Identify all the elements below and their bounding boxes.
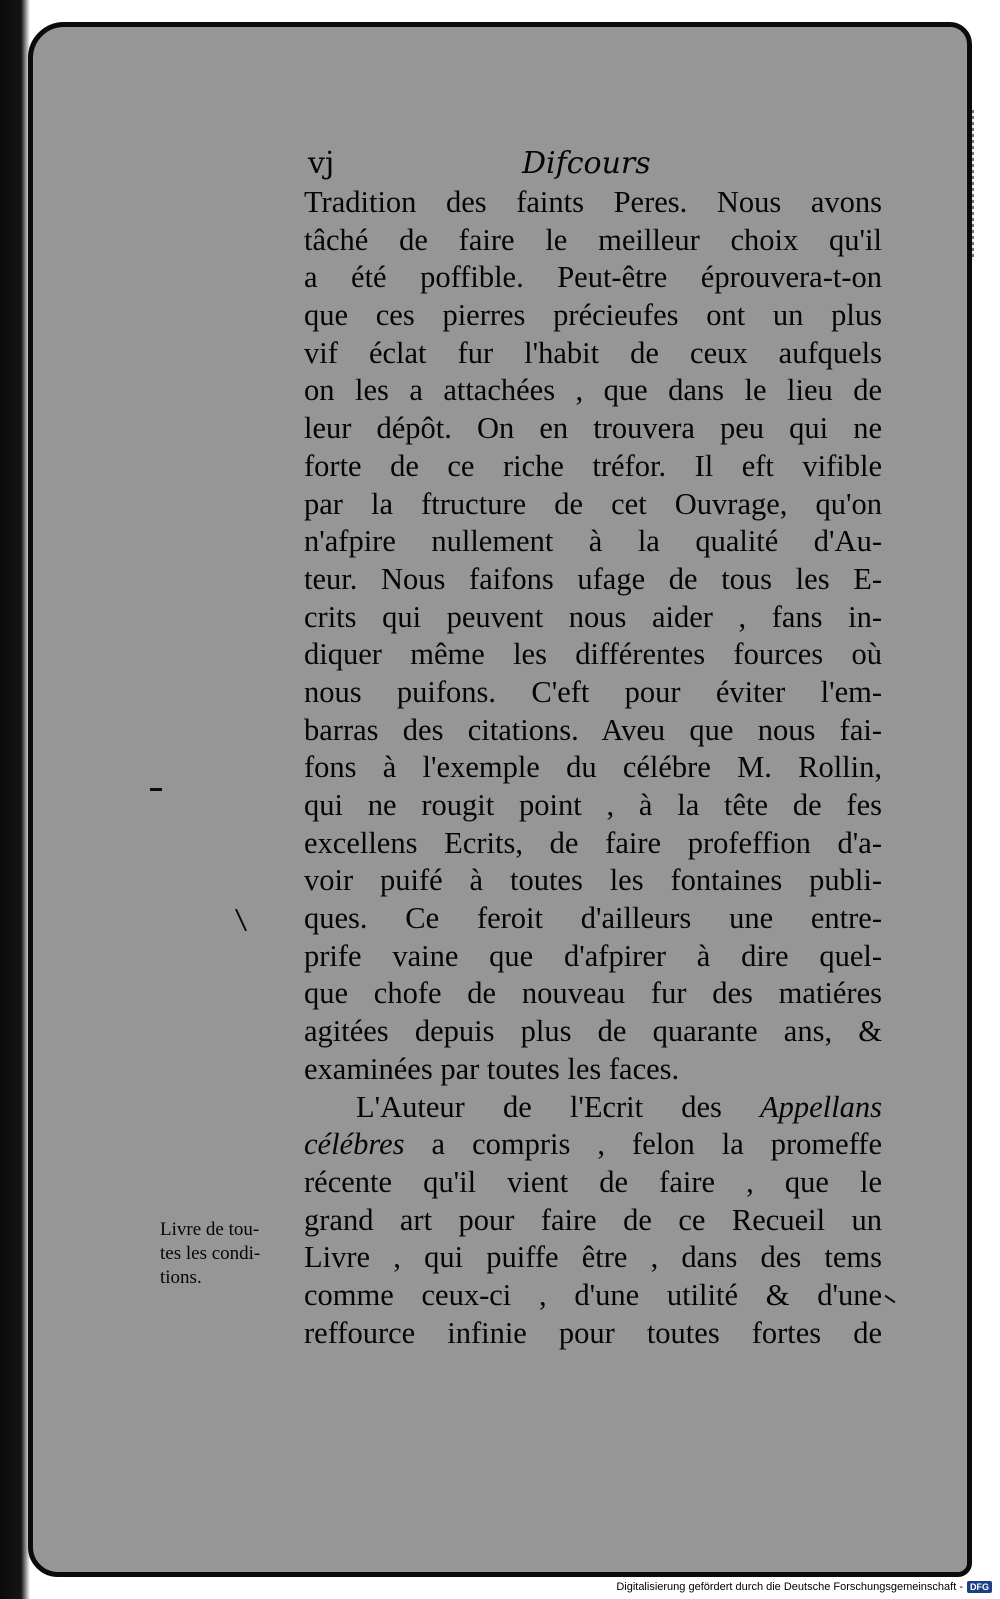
text-line: qui ne rougit point , à la tête de fes	[304, 788, 882, 822]
marginal-note	[160, 1218, 295, 1290]
text-line: comme ceux-ci , d'une utilité & d'une	[304, 1277, 882, 1312]
text-run: a compris , felon la promeffe	[431, 1127, 882, 1162]
page-number: vj	[308, 146, 335, 181]
book-spine-shadow	[0, 0, 30, 1599]
italic-title-run: Appellans	[760, 1089, 882, 1124]
dfg-logo-icon: DFG	[967, 1581, 992, 1593]
text-line: Livre , qui puiffe être , dans des tems	[304, 1240, 882, 1275]
ink-speck	[150, 788, 162, 791]
text-line: récente qu'il vient de faire , que le	[304, 1164, 882, 1199]
text-line: on les a attachées , que dans le lieu de	[304, 373, 882, 408]
text-line	[304, 1126, 882, 1164]
text-line: excellens Ecrits, de faire profeffion d'a-	[304, 825, 882, 860]
credit-text: Digitalisierung gefördert durch die Deutsche Forschungsgemeinschaft -	[616, 1581, 963, 1593]
text-run: L'Auteur de l'Ecrit des	[356, 1089, 722, 1124]
italic-title-run: célébres	[304, 1127, 405, 1162]
text-line: vif éclat fur l'habit de ceux aufquels	[304, 335, 882, 370]
text-line: a été poffible. Peut-être éprouvera-t-on	[304, 260, 882, 295]
text-line: examinées par toutes les faces.	[304, 1051, 680, 1086]
text-line-paragraph-start	[304, 1089, 882, 1127]
text-line: Tradition des faints Peres. Nous avons	[304, 185, 882, 219]
text-line: tâché de faire le meilleur choix qu'il	[304, 222, 882, 257]
text-line: ques. Ce feroit d'ailleurs une entre-	[304, 901, 882, 936]
text-line: forte de ce riche tréfor. Il eft vifible	[304, 448, 882, 483]
text-line: barras des citations. Aveu que nous fai-	[304, 712, 882, 747]
text-line: reffource infinie pour toutes fortes de	[304, 1315, 882, 1350]
marginal-note-line: tions.	[160, 1267, 202, 1288]
text-line: fons à l'exemple du célébre M. Rollin,	[304, 750, 882, 785]
body-text	[304, 184, 882, 1352]
text-line: agitées depuis plus de quarante ans, &	[304, 1014, 882, 1049]
text-line: par la ftructure de cet Ouvrage, qu'on	[304, 486, 882, 521]
text-line: n'afpire nullement à la qualité d'Au-	[304, 524, 882, 559]
text-line: leur dépôt. On en trouvera peu qui ne	[304, 411, 882, 446]
running-head: Difcours	[522, 146, 651, 181]
text-line: nous puifons. C'eft pour éviter l'em-	[304, 674, 882, 709]
text-line: prife vaine que d'afpirer à dire quel-	[304, 938, 882, 973]
text-line: diquer même les différentes fources où	[304, 637, 882, 672]
digitization-credit	[616, 1581, 992, 1593]
text-line: grand art pour faire de ce Recueil un	[304, 1202, 882, 1237]
text-line: que ces pierres précieufes ont un plus	[304, 298, 882, 333]
marginal-note-line: tes les condi-	[160, 1243, 261, 1264]
text-line: voir puifé à toutes les fontaines publi-	[304, 863, 882, 898]
text-line: que chofe de nouveau fur des matiéres	[304, 976, 882, 1011]
text-line: teur. Nous faifons ufage de tous les E-	[304, 561, 882, 596]
text-line: crits qui peuvent nous aider , fans in-	[304, 599, 882, 634]
marginal-note-line: Livre de tou-	[160, 1219, 260, 1240]
